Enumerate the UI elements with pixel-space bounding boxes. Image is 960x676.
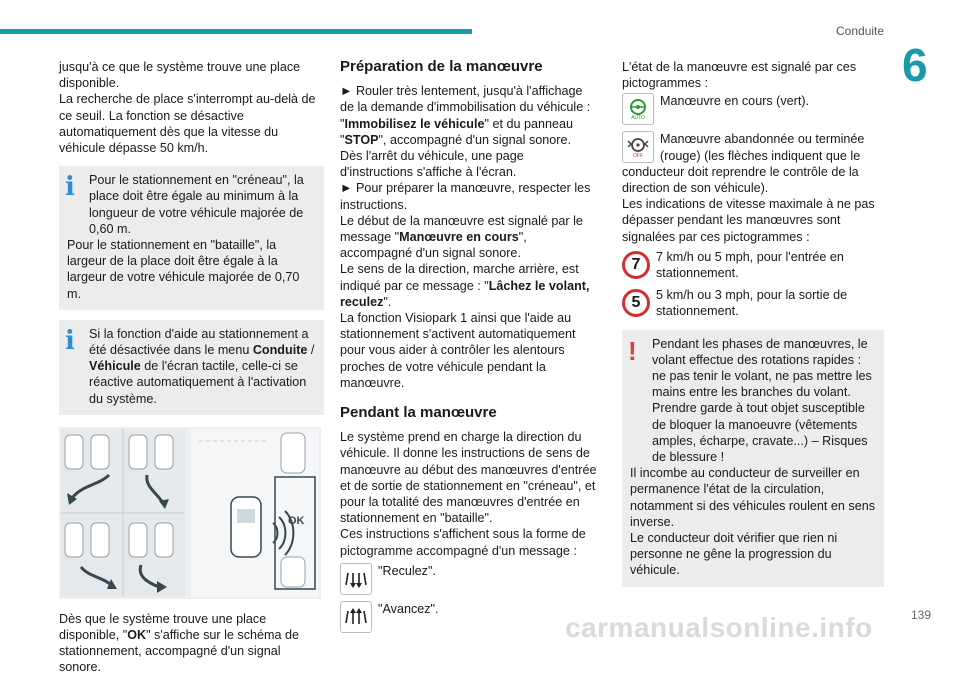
info-icon: i [65,325,75,356]
paragraph: Les indications de vitesse maximale à ne pas dépasser pendant les manœuvres sont signalées par ces pictogrammes : [622,197,875,244]
steering-off-icon [622,131,654,163]
paragraph: L'état de la manœuvre est signalé par ces pictogrammes : [622,60,857,91]
speed-limit-icon: 7 [622,251,650,279]
warning-text: Pendant les phases de manœuvres, le volant effectue des rotations rapides : ne pas tenir le volant, ne pas mettre les mains entre les branches du volant. Prendre garde à tout objet susceptible de bloquer la manoeuvre (vêtements amples, écharpe, cravate...) – Risques de blessure ! [652,336,872,465]
speed-label: 7 km/h ou 5 mph, pour l'entrée en stationnement. [656,249,844,281]
warning-text: Le conducteur doit vérifier que rien ni personne ne gêne la progression du véhicule. [630,531,838,578]
instruction-label: "Avancez". [378,601,439,616]
paragraph: conducteur doit reprendre le contrôle de la direction de son véhicule). [622,164,859,196]
instruction-label: "Reculez". [378,563,436,578]
info-note [59,320,324,415]
speed-entry [622,249,884,281]
note-text: Pour le stationnement en "créneau", la place doit être égale au minimum à la longueur de votre véhicule majorée de 0,60 m. [89,173,304,236]
steering-auto-icon [622,93,654,125]
off-label: OFF [633,152,643,159]
speed-limit-icon: 5 [622,289,650,317]
paragraph: Le début de la manœuvre est signalé par le message "Manœuvre en cours", accompagné d'un signal sonore. [340,213,583,261]
auto-label: AUTO [631,114,645,121]
heading-preparation: Préparation de la manœuvre [340,58,543,75]
note-text: Si la fonction d'aide au stationnement a été désactivée dans le menu Conduite / Véhicule de l'écran tactile, celle-ci se réactive automatiquement à l'activation du système. [89,326,315,406]
paragraph: Ces instructions s'affichent sous la forme de pictogramme accompagné d'un message : [340,527,586,558]
paragraph: ► Rouler très lentement, jusqu'à l'affichage de la demande d'immobilisation du véhicule : "Immobilisez le véhicule" et du panneau "STOP", accompagné d'un signal sonore. [340,84,591,147]
column-1 [59,59,324,676]
header-accent-bar [0,29,472,34]
paragraph: La fonction Visiopark 1 ainsi que l'aide au stationnement s'activent automatiquement pour vous aider à contrôler les alentours proches de votre véhicule pendant la manœuvre. [340,311,576,390]
chapter-number: 6 [902,39,928,91]
paragraph: Le sens de la direction, marche arrière, est indiqué par ce message : "Lâchez le volant, reculez". [340,262,590,309]
warning-text: Il incombe au conducteur de surveiller en permanence l'état de la circulation, notamment si des véhicules roulent en sens inverse. [630,466,876,529]
watermark: carmanualsonline.info [565,612,873,643]
speed-exit [622,287,884,319]
reverse-arrows-icon [340,563,372,595]
paragraph: Le système prend en charge la direction du véhicule. Il donne les instructions de sens de manœuvre au début des manœuvres d'entrée et de sortie de stationnement en "créneau", et pour la totalité des manœuvres d'entrée en stationnement en "bataille". [340,430,597,526]
parking-diagram-illustration [59,427,321,599]
paragraph: La recherche de place s'interrompt au-delà de ce seuil. La fonction se désactive automatiquement dès que la vitesse du véhicule dépasse 50 km/h. [59,92,316,156]
parking-diagram [59,427,321,599]
speed-label: 5 km/h ou 3 mph, pour la sortie de stationnement. [656,288,848,319]
info-note [59,166,324,310]
page-number: 139 [911,608,932,622]
forward-arrows-icon [340,601,372,633]
state-label: Manœuvre en cours (vert). [660,94,810,109]
paragraph: jusqu'à ce que le système trouve une place disponible. [59,60,301,91]
paragraph: ► Pour préparer la manœuvre, respecter les instructions. [340,181,591,212]
column-3 [622,59,884,597]
info-icon: i [65,172,75,203]
ok-label: OK [288,514,305,527]
heading-during: Pendant la manœuvre [340,404,497,422]
warning-icon: ! [628,335,637,366]
paragraph: Dès l'arrêt du véhicule, une page d'instructions s'affiche à l'écran. [340,149,524,180]
column-2 [340,59,598,639]
instruction-forward [340,601,598,633]
warning-note [622,330,884,587]
state-label: Manœuvre abandonnée ou terminée (rouge) (les flèches indiquent que le [660,132,865,163]
section-title: Conduite [836,24,885,38]
state-aborted [622,131,884,163]
instruction-reverse [340,563,598,595]
paragraph: Dès que le système trouve une place disponible, "OK" s'affiche sur le schéma de stationnement, accompagné d'un signal sonore. [59,611,300,675]
note-text: Pour le stationnement en "bataille", la largeur de la place doit être égale à la largeur de votre véhicule majorée de 0,70 m. [67,238,300,301]
state-in-progress [622,93,884,125]
